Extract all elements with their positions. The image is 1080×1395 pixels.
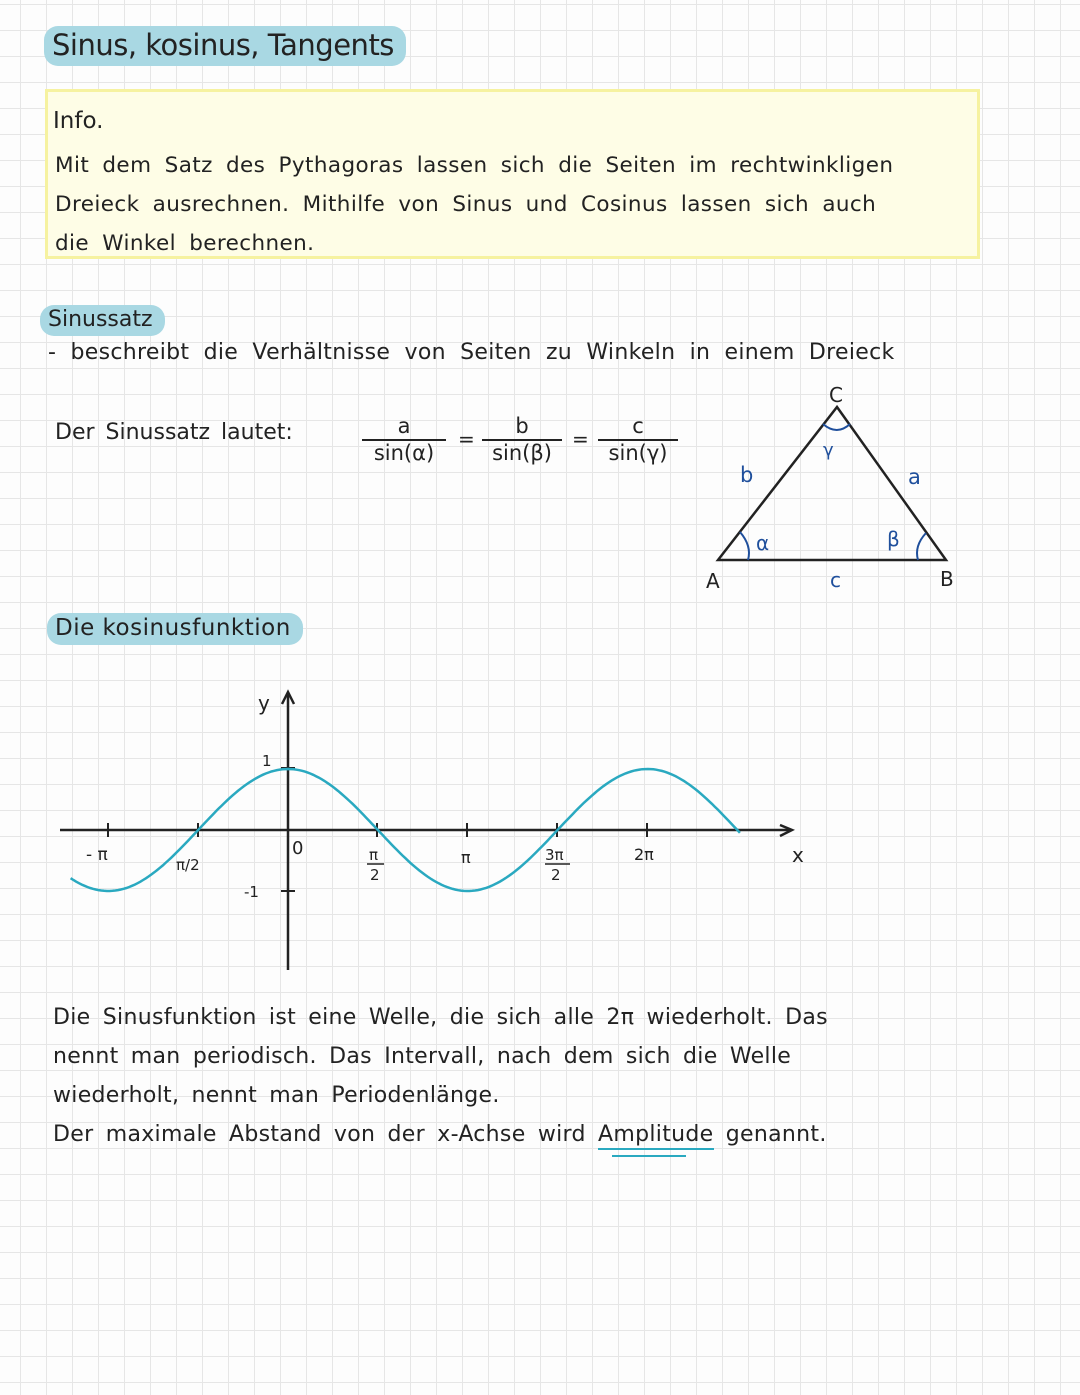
- info-line: Mit dem Satz des Pythagoras lassen sich die Seiten im rechtwinkligen: [55, 153, 894, 178]
- side-b-label: b: [740, 463, 754, 487]
- fraction-numerator: c: [598, 414, 678, 441]
- y-max-label: 1: [262, 752, 272, 770]
- vertex-a-label: A: [706, 569, 720, 593]
- vertex-b-label: B: [940, 567, 954, 591]
- info-line: Dreieck ausrechnen. Mithilfe von Sinus und Cosinus lassen sich auch: [55, 192, 877, 217]
- info-text: [55, 146, 970, 263]
- paragraph-line: wiederholt, nennt man Periodenlänge.: [53, 1083, 500, 1108]
- explanation-paragraph: [53, 998, 953, 1154]
- three-half-pi-denominator: 2: [551, 866, 561, 884]
- y-min-label: -1: [244, 883, 259, 901]
- cosine-graph: [0, 680, 840, 980]
- origin-label: 0: [292, 838, 304, 859]
- half-pi-denominator: 2: [370, 866, 380, 884]
- formula-label: Der Sinussatz lautet:: [55, 420, 293, 445]
- sinussatz-description: - beschreibt die Verhältnisse von Seiten zu Winkeln in einem Dreieck: [48, 340, 895, 365]
- sinussatz-heading: Sinussatz: [40, 305, 165, 336]
- paragraph-text: genannt.: [725, 1122, 827, 1147]
- fraction-b: [482, 414, 562, 465]
- three-half-pi-numerator: 3π: [545, 846, 564, 864]
- angle-beta-arc: [917, 533, 926, 560]
- neg-pi-label: - π: [86, 845, 108, 865]
- angle-gamma-arc: [823, 424, 850, 430]
- amplitude-term: Amplitude: [598, 1122, 713, 1150]
- equals-sign: =: [458, 427, 475, 451]
- pi-label: π: [461, 848, 471, 867]
- vertex-c-label: C: [829, 383, 843, 407]
- fraction-denominator: sin(γ): [608, 441, 668, 465]
- angle-alpha-label: α: [756, 531, 770, 555]
- triangle-diagram: [690, 380, 980, 600]
- fraction-numerator: a: [362, 414, 446, 441]
- side-c-label: c: [830, 568, 841, 592]
- angle-alpha-arc: [740, 532, 749, 560]
- paragraph-line: Die Sinusfunktion ist eine Welle, die sich alle 2π wiederholt. Das: [53, 1005, 828, 1030]
- page-title: Sinus, kosinus, Tangents: [44, 26, 406, 66]
- fraction-denominator: sin(α): [373, 441, 435, 465]
- fraction-c: [598, 414, 678, 465]
- y-axis-label: y: [258, 691, 270, 715]
- fraction-numerator: b: [482, 414, 562, 441]
- two-pi-label: 2π: [634, 845, 654, 864]
- paragraph-text: Der maximale Abstand von der x-Achse wird: [53, 1122, 586, 1147]
- kosinus-heading: Die kosinusfunktion: [47, 613, 303, 645]
- half-pi-numerator: π: [369, 846, 379, 864]
- x-axis-label: x: [792, 843, 804, 867]
- equals-sign: =: [572, 427, 589, 451]
- info-line: die Winkel berechnen.: [55, 231, 315, 256]
- angle-beta-label: β: [887, 527, 900, 551]
- neg-half-pi-label: π/2: [176, 856, 200, 874]
- info-heading: Info.: [53, 108, 104, 134]
- fraction-denominator: sin(β): [492, 441, 552, 465]
- paragraph-line: nennt man periodisch. Das Intervall, nach dem sich die Welle: [53, 1044, 792, 1069]
- angle-gamma-label: γ: [823, 440, 834, 461]
- fraction-a: [362, 414, 446, 465]
- paragraph-line: [53, 1115, 953, 1154]
- side-a-label: a: [908, 465, 921, 489]
